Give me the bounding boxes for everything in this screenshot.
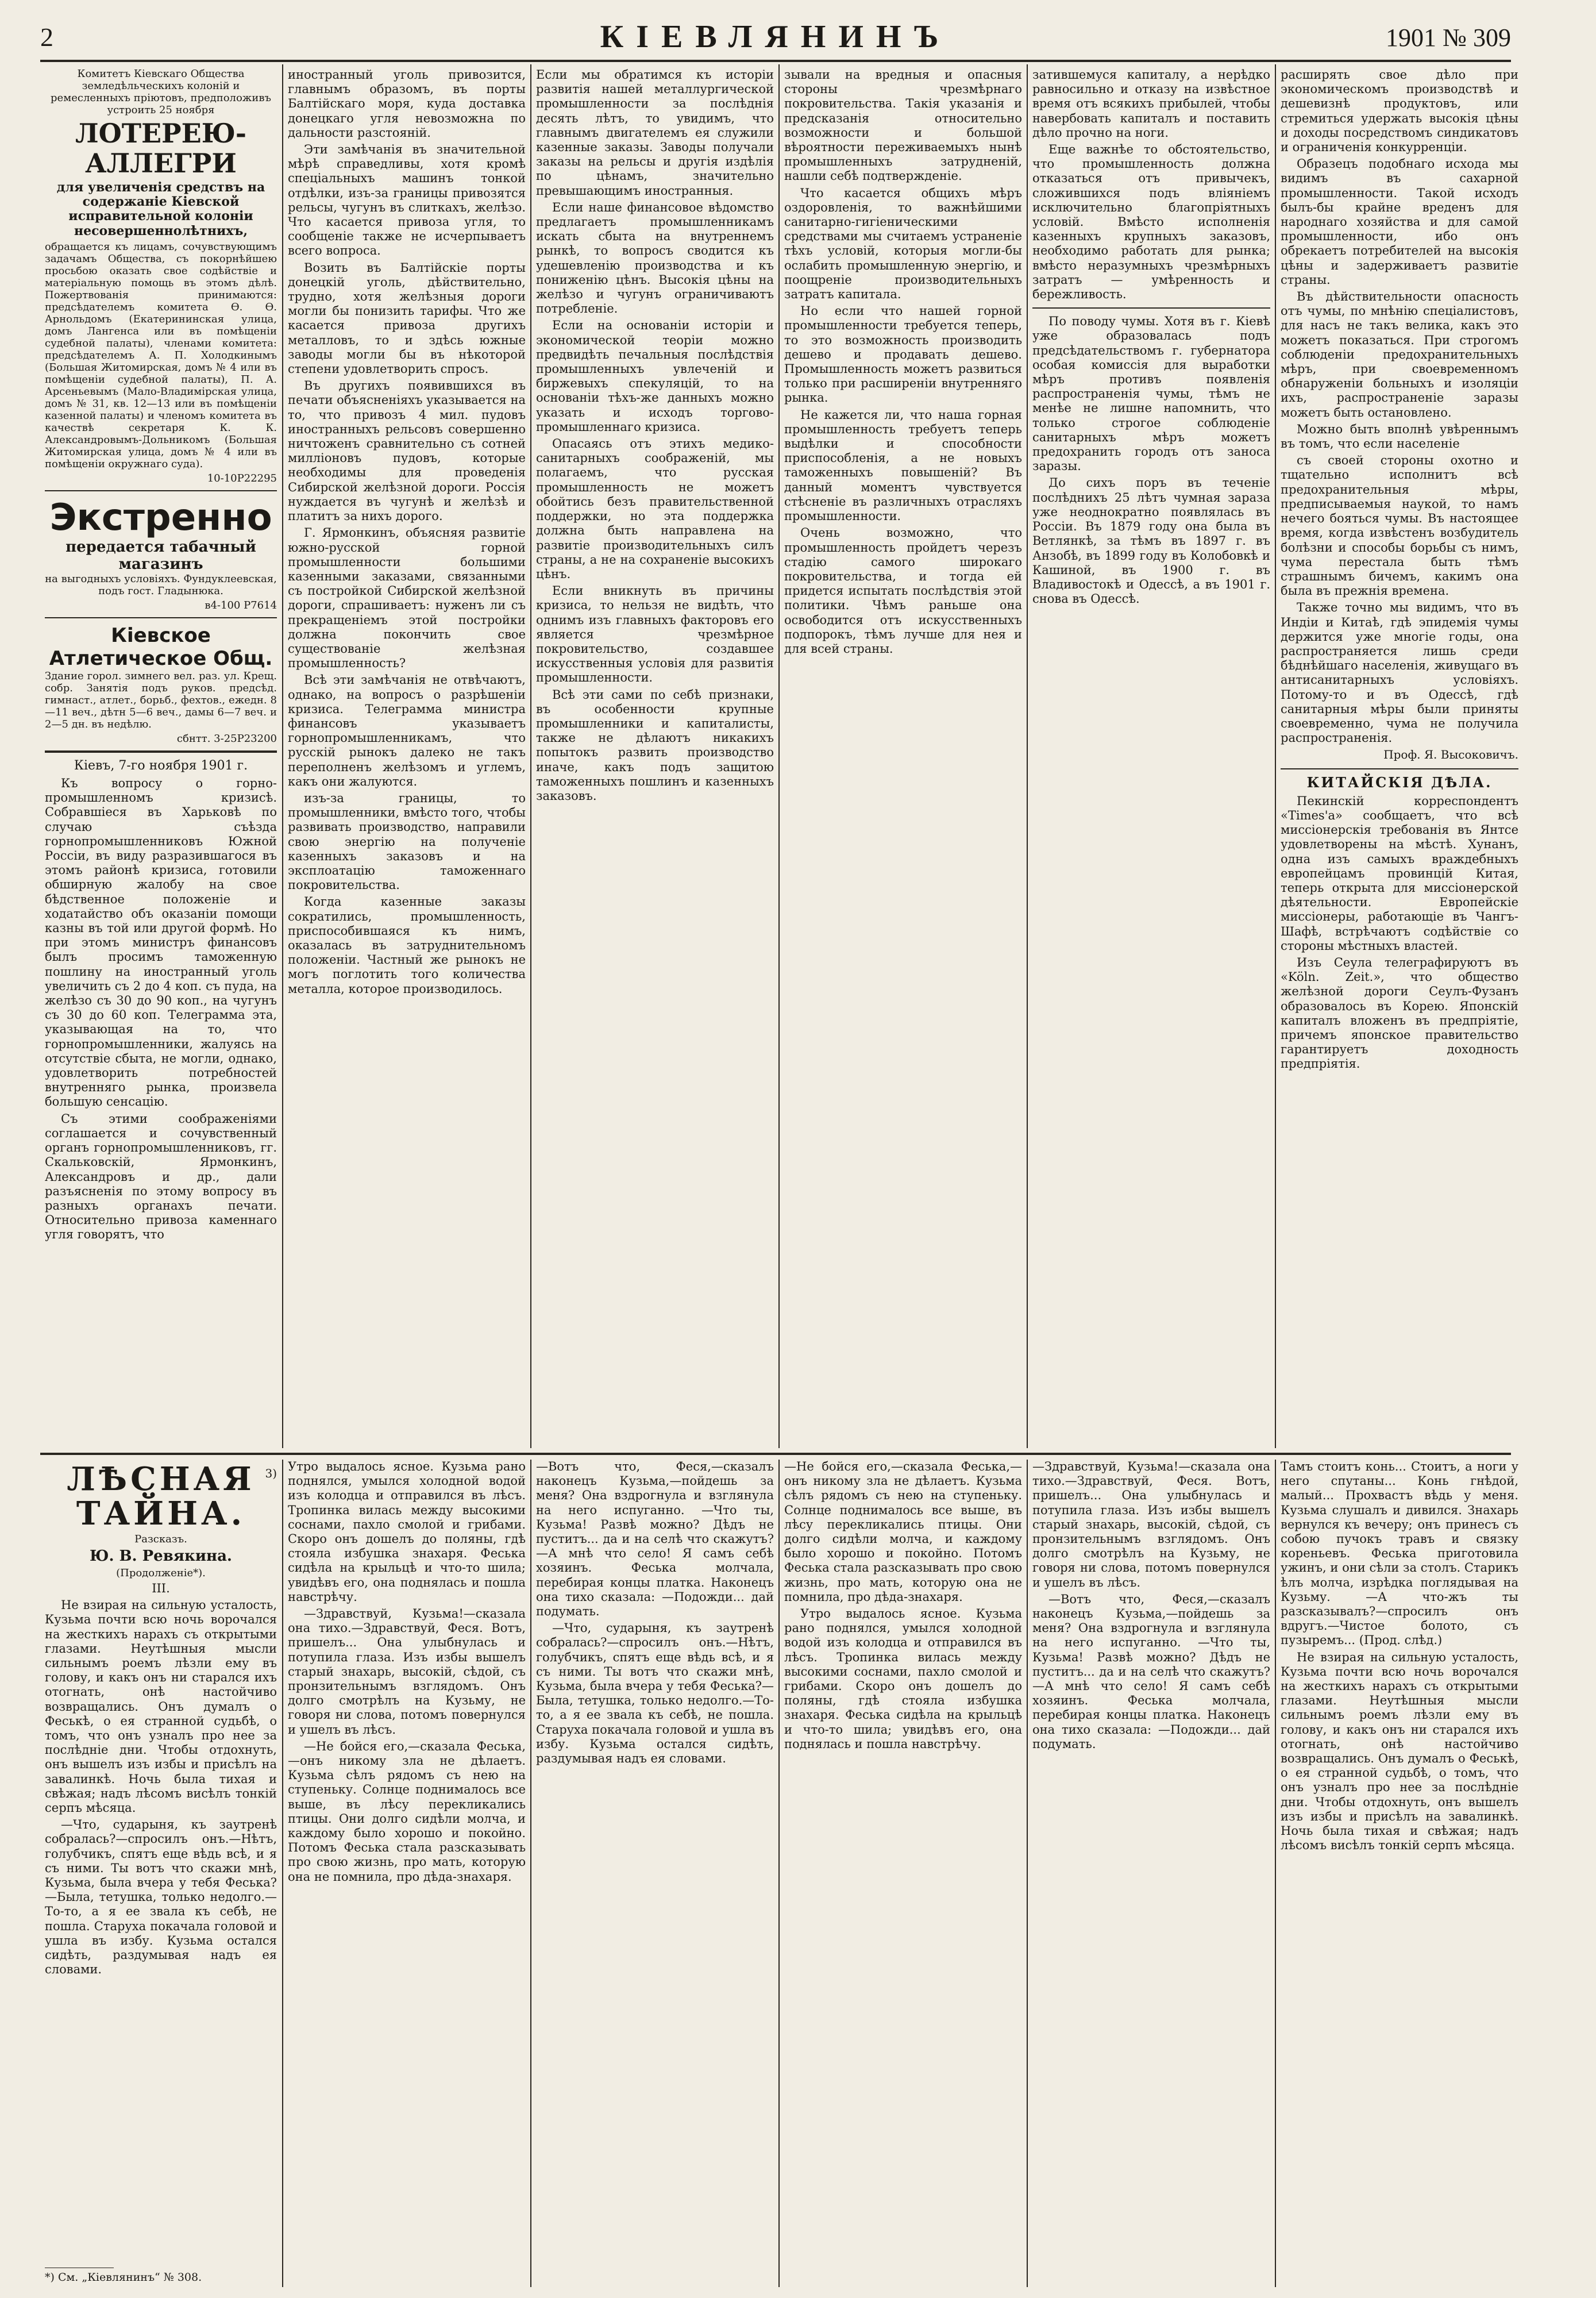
column-4: [784, 68, 1022, 1447]
extra-code: в4-100 Р7614: [205, 599, 277, 611]
editorial-paragraph: Къ вопросу о горно-промышленномъ кризисѣ. Собравшіеся въ Харьковѣ по случаю съѣзда горнопромышленниковъ Южной Россіи, въ виду разразившагося въ этомъ районѣ кризиса, готовили обширную жалобу на свое бѣдственное положеніе и ходатайство объ оказаніи помощи казны въ той или другой формѣ. Но при этомъ министръ финансовъ былъ просимъ таможенную пошлину на иностранный уголь увеличить съ 2 до 4 коп. съ пуда, на желѣзо съ 30 до 90 коп., на чугунъ съ 30 до 60 коп. Телеграмма эта, указывающая на то, что горнопромышленники, жалуясь на отсутствіе сбыта, не могли, однако, удовлетворить потребностей внутренняго рынка, произвела большую сенсацію.: [45, 776, 277, 1109]
lottery-purpose: для увеличенія средствъ на содержаніе Кіевской исправительной колоніи несовершеннолѣтнихъ,: [56, 180, 265, 238]
plague-article: По поводу чумы. Хотя въ г. Кіевѣ уже образовалась подъ предсѣдательствомъ г. губернатора особая комиссія для выработки мѣръ противъ появленія распространенія чумы, тѣмъ не менѣе не лишне напомнить, что только строгое соблюденіе санитарныхъ мѣръ можетъ предохранить городъ отъ заноса заразы.: [1032, 314, 1270, 474]
serial-paragraph: —Вотъ что, Феся,—сказалъ наконецъ Кузьма,—пойдешь за меня? Она вздрогнула и взглянула на него испуганно. —Что ты, Кузьма! Развѣ можно? Дѣдъ не пуститъ... да и на селѣ что скажутъ? —А мнѣ что село! Я самъ себѣ хозяинъ. Феська молчала, перебирая концы платка. Наконецъ она тихо сказала: —Подожди... дай подумать.: [536, 1460, 774, 1619]
editorial-paragraph: Опасаясь отъ этихъ медико-санитарныхъ соображеній, мы полагаемъ, что русская промышленность не можетъ обойтись безъ правительственной поддержки, но эта поддержка должна быть направлена на развитіе производительныхъ силъ страны, а не на сохраненіе высокихъ цѣнъ.: [536, 437, 774, 581]
feuilleton-column-2: [288, 1460, 526, 2287]
editorial-paragraph: Въ другихъ появившихся въ печати объясненіяхъ указывается на то, что привозъ 4 мил. пудовъ иностранныхъ рельсовъ совершенно ничтоженъ сравнительно съ сотней милліоновъ пудовъ, которые необходимы для проведенія Сибирской желѣзной дороги. Россія нуждается въ чугунѣ и желѣзѣ и платитъ за нихъ дорого.: [288, 379, 526, 524]
serial-continuation: (Продолженіе*).: [116, 1567, 206, 1579]
editorial-paragraph: Что касается общихъ мѣръ оздоровленія, то важнѣйшими санитарно-гигіеническими средствами мы считаемъ устраненіе тѣхъ условій, которыя могли-бы ослабить промышленную энергію, и поощреніе производительныхъ затратъ капитала.: [784, 186, 1022, 302]
editorial-paragraph: Возить въ Балтійскіе порты донецкій уголь, дѣйствительно, трудно, хотя желѣзныя дороги могли бы понизить тарифы. Что же касается привоза другихъ металловъ, то и здѣсь южные заводы могли бы въ нѣкоторой степени удовлетворить спросъ.: [288, 260, 526, 376]
editorial-paragraph: Г. Ярмонкинъ, объясняя развитіе южно-русской горной промышленности большими казенными заказами, связанными съ постройкой Сибирской желѣзной дороги, спрашиваетъ: нуженъ ли съ прекращеніемъ этой постройки должна покончить свое существованіе желѣзная промышленность?: [288, 526, 526, 671]
editorial-paragraph: расширять свое дѣло при экономическомъ производствѣ и дешевизнѣ продуктовъ, или стремиться удержать высокія цѣны и доходы посредствомъ синдикатовъ и ограниченія конкурренціи.: [1281, 68, 1518, 155]
column-rule: [282, 64, 283, 1448]
page-header: [40, 16, 1511, 57]
editorial-paragraph: Всѣ эти сами по себѣ признаки, въ особенности крупные промышленники и капиталисты, также не дѣлаютъ никакихъ попытокъ развить производство иначе, какъ подъ защитою таможенныхъ пошлинъ и казенныхъ заказовъ.: [536, 687, 774, 803]
lottery-intro: Комитетъ Кіевскаго Общества земледѣльческихъ колоній и ремесленныхъ пріютовъ, предположивъ устроить 25 ноября: [51, 68, 271, 116]
issue-number: 1901 № 309: [1386, 24, 1511, 52]
plague-article: Въ дѣйствительности опасность отъ чумы, по мнѣнію спеціалистовъ, для насъ не такъ велика, какъ это можетъ показаться. При строгомъ соблюденіи предохранительныхъ мѣръ, при своевременномъ обнаруженіи больныхъ и изоляціи ихъ, распространеніе заразы можетъ быть остановлено.: [1281, 290, 1518, 419]
editorial-paragraph: Всѣ эти замѣчанія не отвѣчаютъ, однако, на вопросъ о разрѣшеніи кризиса. Телеграмма министра финансовъ указываетъ горнопромышленникамъ, что русскій рынокъ далеко не такъ переполненъ желѣзомъ и углемъ, какъ они жалуются.: [288, 673, 526, 788]
editorial-paragraph: Если на основаніи исторіи и экономической теоріи можно предвидѣть печальныя послѣдствія промышленныхъ увлеченій и биржевыхъ спекуляцій, то на основаніи тѣхъ-же данныхъ можно указать и исходъ торгово-промышленнаго кризиса.: [536, 318, 774, 434]
lottery-code: 10-10Р22295: [207, 472, 277, 484]
column-1: [45, 68, 277, 1447]
column-rule: [1275, 1460, 1276, 2287]
column-rule: [1027, 64, 1028, 1448]
editorial-paragraph: Образецъ подобнаго исхода мы видимъ въ сахарной промышленности. Такой исходъ былъ-бы крайне вреденъ для народнаго хозяйства и для самой промышленности, ибо онъ обрекаетъ потребителей на высокія цѣны и задерживаетъ развитіе страны.: [1281, 157, 1518, 287]
serial-paragraph: —Что, сударыня, къ заутренѣ собралась?—спросилъ онъ.—Нѣтъ, голубчикъ, спятъ еще вѣдь всѣ, и я съ ними. Ты вотъ что скажи мнѣ, Кузьма, была вчера у тебя Феська?—Была, тетушка, только недолго.—То-то, а я ее звала къ себѣ, не пошла. Старуха покачала головой и ушла въ избу. Кузьма остался сидѣть, раздумывая надъ ея словами.: [45, 1818, 277, 1977]
athletic-code: сбнтт. 3-25Р23200: [176, 732, 277, 745]
lottery-title: ЛОТЕРЕЮ-АЛЛЕГРИ: [75, 118, 246, 179]
editorial-paragraph: зывали на вредныя и опасныя стороны чрезмѣрнаго покровительства. Такія указанія и предсказанія относительно возможности и большой вѣроятности переживаемыхъ нынѣ промышленныхъ затрудненій, нашли себѣ подтвержденіе.: [784, 68, 1022, 183]
header-rule: [40, 60, 1511, 62]
column-6: [1281, 68, 1518, 1447]
serial-paragraph: —Здравствуй, Кузьма!—сказала она тихо.—Здравствуй, Феся. Вотъ, пришелъ... Она улыбнулась и потупила глаза. Изъ избы вышелъ старый знахарь, высокій, сѣдой, съ пронзительнымъ взглядомъ. Онъ долго смотрѣлъ на Кузьму, не говоря ни слова, потомъ повернулся и ушелъ въ лѣсъ.: [1032, 1460, 1270, 1589]
plague-article: До сихъ поръ въ теченіе послѣднихъ 25 лѣтъ чумная зараза уже неоднократно появлялась въ Россіи. Въ 1879 году она была въ Ветлянкѣ, за тѣмъ въ 1897 г. въ Анзобѣ, въ 1899 году въ Колобовкѣ и Кашиной, въ 1900 г. въ Владивостокѣ и Одессѣ, а въ 1901 г. снова въ Одессѣ.: [1032, 476, 1270, 606]
athletic-text: Здание горол. зимнего вел. раз. ул. Крещ. собр. Занятія подъ руков. предсѣд. гимнаст., атлет., борьб., фехтов., ежедн. 8—11 веч., дѣтн 5—6 веч., дамы 6—7 веч. и 2—5 дн. въ недѣлю.: [45, 669, 277, 730]
editorial-paragraph: Еще важнѣе то обстоятельство, что промышленность должна отказаться отъ привычекъ, сложившихся подъ вліяніемъ исключительно благопріятныхъ условій. Вмѣсто исполненія казенныхъ крупныхъ заказовъ, необходимо работать для рынка; вмѣсто неразумныхъ чрезмѣрныхъ затратъ — умѣренность и бережливость.: [1032, 143, 1270, 302]
serial-genre: Разсказъ.: [134, 1533, 187, 1545]
column-rule: [778, 64, 780, 1448]
plague-article: Можно быть вполнѣ увѣреннымъ въ томъ, что если населеніе: [1281, 422, 1518, 451]
column-rule: [530, 64, 531, 1448]
editorial-dateline: Кіевъ, 7-го ноября 1901 г.: [74, 758, 248, 773]
serial-paragraph: Утро выдалось ясное. Кузьма рано поднялся, умылся холодной водой изъ колодца и отправился въ лѣсъ. Тропинка вилась между высокими соснами, пахло смолой и грибами. Скоро онъ дошелъ до поляны, гдѣ стояла избушка знахаря. Феська сидѣла на крыльцѣ и что-то шила; увидѣвъ его, она поднялась и пошла навстрѣчу.: [288, 1460, 526, 1604]
serial-paragraph: —Не бойся его,—сказала Феська,—онъ никому зла не дѣлаетъ. Кузьма сѣлъ рядомъ съ нею на ступеньку. Солнце поднималось все выше, въ лѣсу перекликались птицы. Они долго сидѣли молча, и каждому было хорошо и покойно. Потомъ Феська стала разсказывать про свою жизнь, про мать, которую она не помнила, про дѣда-знахаря.: [288, 1739, 526, 1884]
extra-text: на выгодныхъ условіяхъ. Фундуклеевская, подъ гост. Гладынюка.: [45, 572, 277, 597]
feuilleton-rule: [40, 1453, 1511, 1455]
feuilleton-column-6: [1281, 1460, 1518, 2287]
lottery-body: обращается къ лицамъ, сочувствующимъ задачамъ Общества, съ покорнѣйшею просьбою оказать свое содѣйствіе и матеріальную помощь въ этомъ дѣлѣ. Пожертвованія принимаются: предсѣдателемъ комитета Ѳ. Ѳ. Арнольдомъ (Екатерининская улица, домъ Лангенса или въ помѣщеніи судебной палаты), членами комитета: предсѣдателемъ А. П. Холодкинымъ (Большая Житомирская, домъ № 4 или въ помѣщеніи судебной палаты), П. А. Арсеньевымъ (Мало-Владимірская улица, домъ № 31, кв. 12—13 или въ помѣщеніи казенной палаты) и членомъ комитета въ качествѣ секретаря К. К. Александровымъ-Дольникомъ (Большая Житомирская улица, домъ № 4 или въ помѣщеніи окружнаго суда).: [45, 240, 277, 470]
ad-separator: [45, 490, 277, 491]
serial-paragraph: Не взирая на сильную усталость, Кузьма почти всю ночь ворочался на жесткихъ нарахъ съ открытыми глазами. Неутѣшныя мысли сильнымъ роемъ лѣзли ему въ голову, и какъ онъ ни старался ихъ отогнать, онѣ настойчиво возвращались. Онъ думалъ о Феськѣ, о ея странной судьбѣ, о томъ, что онъ узналъ про нее за послѣдніе дни. Чтобы отдохнуть, онъ вышелъ изъ избы и присѣлъ на завалинкѣ. Ночь была тихая и свѣжая; надъ лѣсомъ висѣлъ тонкій серпъ мѣсяца.: [1281, 1650, 1518, 1853]
editorial-paragraph: Если вникнуть въ причины кризиса, то нельзя не видѣть, что однимъ изъ главныхъ факторовъ его является чрезмѣрное покровительство, создавшее искусственныя условія для развитія промышленности.: [536, 584, 774, 685]
serial-paragraph: —Что, сударыня, къ заутренѣ собралась?—спросилъ онъ.—Нѣтъ, голубчикъ, спятъ еще вѣдь всѣ, и я съ ними. Ты вотъ что скажи мнѣ, Кузьма, была вчера у тебя Феська?—Была, тетушка, только недолго.—То-то, а я ее звала къ себѣ, не пошла. Старуха покачала головой и ушла въ избу. Кузьма остался сидѣть, раздумывая надъ ея словами.: [536, 1621, 774, 1766]
editorial-paragraph: Когда казенные заказы сократились, промышленность, приспособившаяся къ нимъ, оказалась въ затруднительномъ положеніи. Частный же рынокъ не могъ поглотить того количества металла, которое производилось.: [288, 895, 526, 996]
column-rule: [282, 1460, 283, 2287]
newspaper-title: КІЕВЛЯНИНЪ: [600, 19, 951, 55]
feuilleton-column-5: [1032, 1460, 1270, 2287]
serial-paragraph: Утро выдалось ясное. Кузьма рано поднялся, умылся холодной водой изъ колодца и отправился въ лѣсъ. Тропинка вилась между высокими соснами, пахло смолой и грибами. Скоро онъ дошелъ до поляны, гдѣ стояла избушка знахаря. Феська сидѣла на крыльцѣ и что-то шила; увидѣвъ его, она поднялась и пошла навстрѣчу.: [784, 1607, 1022, 1751]
extra-title: Экстренно: [49, 496, 272, 539]
china-article: Пекинскій корреспондентъ «Times'а» сообщаетъ, что всѣ миссіонерскія требованія въ Янтсе удовлетворены на мѣстѣ. Хунанъ, одна изъ самыхъ враждебныхъ европейцамъ провинцій Китая, теперь открыта для миссіонерской дѣятельности. Европейскіе миссіонеры, работающіе въ Чангъ-Шафѣ, встрѣчаютъ содѣйствіе со стороны мѣстныхъ властей.: [1281, 794, 1518, 953]
serial-paragraph: —Вотъ что, Феся,—сказалъ наконецъ Кузьма,—пойдешь за меня? Она вздрогнула и взглянула на него испуганно. —Что ты, Кузьма! Развѣ можно? Дѣдъ не пуститъ... да и на селѣ что скажутъ? —А мнѣ что село! Я самъ себѣ хозяинъ. Феська молчала, перебирая концы платка. Наконецъ она тихо сказала: —Подожди... дай подумать.: [1032, 1592, 1270, 1751]
editorial-paragraph: Но если что нашей горной промышленности требуется теперь, то это возможность производить дешево и продавать дешево. Промышленность можетъ развиться только при расширеніи внутренняго рынка.: [784, 304, 1022, 405]
article-separator: [1032, 307, 1270, 309]
editorial-paragraph: Эти замѣчанія въ значительной мѣрѣ справедливы, хотя кромѣ спеціальныхъ машинъ тонкой отдѣлки, изъ-за границы привозятся рельсы, чугунъ въ слиткахъ, желѣзо. Что касается привоза угля, то сообщеніе также не исчерпываетъ всего вопроса.: [288, 143, 526, 258]
column-rule: [1275, 64, 1276, 1448]
column-rule: [1027, 1460, 1028, 2287]
editorial-paragraph: иностранный уголь привозится, главнымъ образомъ, въ порты Балтійскаго моря, куда доставка донецкаго угля невозможна по дальности разстояній.: [288, 68, 526, 140]
athletic-title: Кіевское Атлетическое Общ.: [49, 623, 273, 670]
serial-paragraph: —Не бойся его,—сказала Феська,—онъ никому зла не дѣлаетъ. Кузьма сѣлъ рядомъ съ нею на ступеньку. Солнце поднималось все выше, въ лѣсу перекликались птицы. Они долго сидѣли молча, и каждому было хорошо и покойно. Потомъ Феська стала разсказывать про свою жизнь, про мать, которую она не помнила, про дѣда-знахаря.: [784, 1460, 1022, 1604]
article-signature: Проф. Я. Высоковичъ.: [1383, 748, 1518, 762]
serial-paragraph: Не взирая на сильную усталость, Кузьма почти всю ночь ворочался на жесткихъ нарахъ съ открытыми глазами. Неутѣшныя мысли сильнымъ роемъ лѣзли ему въ голову, и какъ онъ ни старался ихъ отогнать, онѣ настойчиво возвращались. Онъ думалъ о Феськѣ, о ея странной судьбѣ, о томъ, что онъ узналъ про нее за послѣдніе дни. Чтобы отдохнуть, онъ вышелъ изъ избы и присѣлъ на завалинкѣ. Ночь была тихая и свѣжая; надъ лѣсомъ висѣлъ тонкій серпъ мѣсяца.: [45, 1598, 277, 1815]
column-5: [1032, 68, 1270, 1447]
serial-number: 3): [265, 1466, 277, 1480]
editorial-paragraph: изъ-за границы, то промышленники, вмѣсто того, чтобы развивать производство, направили свою энергію на полученіе казенныхъ заказовъ и на эксплоатацію таможеннаго покровительства.: [288, 791, 526, 892]
feuilleton-column-1: [45, 1460, 277, 2287]
serial-chapter: III.: [152, 1581, 170, 1595]
column-2: [288, 68, 526, 1447]
editorial-paragraph: Очень возможно, что промышленность пройдетъ черезъ стадію самого широкаго покровительства, и тогда ей придется испытать послѣдствія этой политики. Чѣмъ раньше она освободится отъ искусственныхъ подпорокъ, тѣмъ лучше для нея и для всей страны.: [784, 526, 1022, 656]
column-3: [536, 68, 774, 1447]
plague-article: съ своей стороны охотно и тщательно исполнитъ всѣ предохранительныя мѣры, предписываемыя наукой, то намъ нечего бояться чумы. Въ настоящее время, когда извѣстенъ возбудитель болѣзни и способы борьбы съ нимъ, чума перестала быть тѣмъ страшнымъ бичемъ, какимъ она была въ прежнія времена.: [1281, 453, 1518, 598]
feuilleton-column-4: [784, 1460, 1022, 2287]
serial-footnote: *) См. „Кіевлянинъ“ № 308.: [45, 2270, 202, 2284]
editorial-paragraph: Съ этими соображеніями соглашается и сочувственный органъ горнопромышленниковъ, гг. Скальковскій, Ярмонкинъ, Александровъ и др., дали разъясненія по этому вопросу въ разныхъ органахъ печати. Относительно привоза каменнаго угля говорятъ, что: [45, 1111, 277, 1242]
editorial-paragraph: Не кажется ли, что наша горная промышленность требуетъ теперь выдѣлки и способности приспособленія, а не новыхъ таможенныхъ повышеній? Въ данный моментъ чувствуется стѣсненіе въ различныхъ отрасляхъ промышленности.: [784, 407, 1022, 524]
feuilleton-column-3: [536, 1460, 774, 2287]
china-article: Изъ Сеула телеграфируютъ въ «Köln. Zeit.», что общество желѣзной дороги Сеулъ-Фузанъ образовалось въ Корею. Японскій капиталъ вложенъ въ предпріятіе, причемъ японское правительство гарантируетъ доходность предпріятія.: [1281, 955, 1518, 1071]
serial-author: Ю. В. Ревякина.: [89, 1548, 232, 1565]
column-rule: [778, 1460, 780, 2287]
section-heading: КИТАЙСКІЯ ДѢЛА.: [1306, 773, 1493, 791]
serial-title: ЛѢСНАЯ ТАЙНА.: [67, 1460, 255, 1533]
page-number: 2: [40, 22, 53, 52]
editorial-paragraph: Если мы обратимся къ исторіи развитія нашей металлургической промышленности за послѣднія десять лѣтъ, то увидимъ, что главнымъ двигателемъ ея служили казенные заказы. Заводы получали заказы на рельсы и другія издѣлія по цѣнамъ, значительно превышающимъ иностранныя.: [536, 68, 774, 198]
column-rule: [530, 1460, 531, 2287]
ad-separator: [45, 750, 277, 753]
ad-separator: [45, 617, 277, 618]
extra-subtitle: передается табачный магазинъ: [65, 538, 256, 573]
article-separator: [1281, 768, 1518, 769]
editorial-paragraph: затившемуся капиталу, а нерѣдко равносильно и отказу на извѣстное время отъ всякихъ прибылей, чтобы навербовать капиталъ и поставить дѣло прочно на ноги.: [1032, 68, 1270, 140]
serial-paragraph: Тамъ стоитъ конь... Стоитъ, а ноги у него спутаны... Конь гнѣдой, малый... Прохвастъ вѣдь у меня. Кузьма слушалъ и дивился. Знахарь вернулся къ вечеру; онъ принесъ съ собою пучокъ травъ и связку кореньевъ. Феська приготовила ужинъ, и они сѣли за столъ. Старикъ ѣлъ молча, изрѣдка поглядывая на Кузьму. —А что-жъ ты разсказывалъ?—спросилъ онъ вдругъ.—Чистое болото, съ пузыремъ... (Прод. слѣд.): [1281, 1460, 1518, 1648]
editorial-paragraph: Если наше финансовое вѣдомство предлагаетъ промышленникамъ искать сбыта на внутреннемъ рынкѣ, то вопросъ сводится къ удешевленію производства и къ пониженію цѣнъ. Высокія цѣны на желѣзо и чугунъ ограничиваютъ потребленіе.: [536, 200, 774, 316]
plague-article: Также точно мы видимъ, что въ Индіи и Китаѣ, гдѣ эпидемія чумы держится уже многіе годы, она распространяется лишь среди бѣднѣйшаго населенія, живущаго въ антисанитарныхъ условіяхъ. Потому-то и въ Одессѣ, гдѣ санитарныя мѣры были приняты своевременно, чума не получила распространенія.: [1281, 601, 1518, 745]
serial-paragraph: —Здравствуй, Кузьма!—сказала она тихо.—Здравствуй, Феся. Вотъ, пришелъ... Она улыбнулась и потупила глаза. Изъ избы вышелъ старый знахарь, высокій, сѣдой, съ пронзительнымъ взглядомъ. Онъ долго смотрѣлъ на Кузьму, не говоря ни слова, потомъ повернулся и ушелъ въ лѣсъ.: [288, 1607, 526, 1737]
